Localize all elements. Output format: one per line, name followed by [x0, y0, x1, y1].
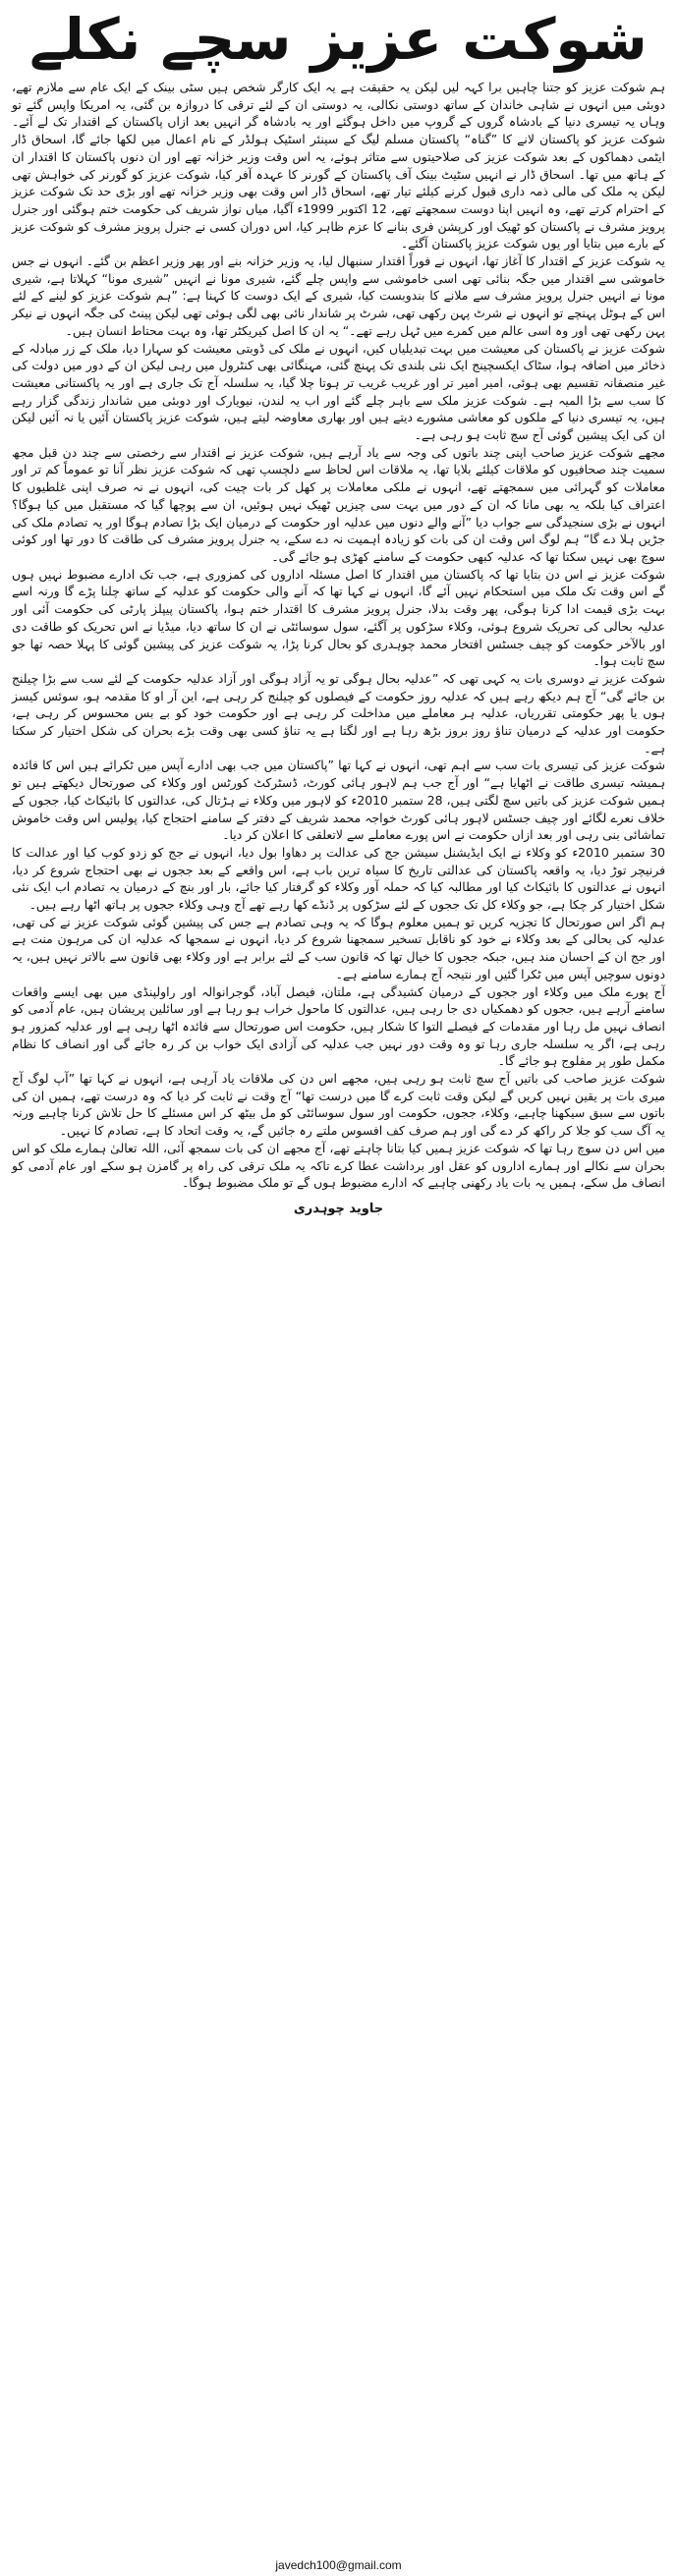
article-paragraph: شوکت عزیز کی تیسری بات سب سے اہم تھی، انہوں نے کہا تھا ”پاکستان میں جب بھی ادارے آپس میں ٹکرائے ہیں اس کا فائدہ ہمیشہ تیسری طاقت نے اٹھایا ہے“ اور آج جب ہم لاہور ہائی کورٹ، ڈسٹرکٹ کورٹس اور وکلاء کی صورتحال دیکھتے ہیں تو ہمیں شوکت عزیز کی باتیں سچ لگتی ہیں، 28 ستمبر 2010ء کو لاہور میں وکلاء نے ہڑتال کی، عدالتوں کا بائیکاٹ کیا، ججوں کے خلاف نعرے لگائے اور چیف جسٹس لاہور ہائی کورٹ خواجہ محمد شریف کے دفتر کے سامنے احتجاج کیا، پولیس اس وقت خاموش تماشائی بنی رہی اور بعد ازاں حکومت نے اس پورے معاملے سے لاتعلقی کا اعلان کر دیا۔ — [12, 757, 665, 843]
article-paragraph: میں اس دن سوچ رہا تھا کہ شوکت عزیز ہمیں کیا بتانا چاہتے تھے، آج مجھے ان کی بات سمجھ آئی، اللہ تعالیٰ ہمارے ملک کو اس بحران سے نکالے اور ہمارے اداروں کو عقل اور برداشت عطا کرے تاکہ یہ ملک ترقی کی راہ پر گامزن ہو سکے اور عام آدمی کو انصاف مل سکے، ہمیں یہ بات یاد رکھنی چاہیے کہ ادارے مضبوط ہوں گے تو ملک مضبوط ہوگا۔ — [12, 1140, 665, 1191]
article-paragraph: مجھے شوکت عزیز صاحب اپنی چند باتوں کی وجہ سے یاد آرہے ہیں، شوکت عزیز نے اقتدار سے رخصتی سے چند دن قبل مجھ سمیت چند صحافیوں کو ملاقات کیلئے بلایا تھا، یہ ملاقات اس لحاظ سے دلچسپ تھی کہ شوکت عزیز نظر آنا تو عموماً کم تر اور معاملات کو گہرائی میں سمجھتے تھے، انہوں نے ملکی معاملات پر کھل کر بات چیت کی، انہوں نے نہ صرف اپنی غلطیوں کا اعتراف کیا بلکہ یہ بھی مانا کہ ان کے دور میں بہت سی چیزیں ٹھیک نہیں ہوئیں، ان سے پوچھا گیا کہ مستقبل میں کیا ہوگا؟ انہوں نے بڑی سنجیدگی سے جواب دیا ”آنے والے دنوں میں عدلیہ اور حکومت کے درمیان ایک بڑا تصادم ہوگا اور یہ تصادم ملک کی جڑیں ہلا دے گا“ ہم لوگ اس وقت ان کی بات کو زیادہ اہمیت نہ دے سکے، یہ جنرل پرویز مشرف کی طاقت کا دور تھا اور کوئی سوچ بھی نہیں سکتا تھا کہ عدلیہ کبھی حکومت کے سامنے کھڑی ہو جائے گی۔ — [12, 444, 665, 564]
article-paragraph: شوکت عزیز صاحب کی باتیں آج سچ ثابت ہو رہی ہیں، مجھے اس دن کی ملاقات یاد آرہی ہے، انہوں نے کہا تھا ”آپ لوگ آج میری بات پر یقین نہیں کریں گے لیکن وقت ثابت کرے گا میں درست تھا“ آج وقت نے ثابت کر دیا کہ وہ درست تھے، ہمیں ان کی باتوں سے سبق سیکھنا چاہیے، وکلاء، ججوں، حکومت اور سول سوسائٹی کو مل بیٹھ کر اس مسئلے کا حل تلاش کرنا چاہیے ورنہ یہ آگ سب کو جلا کر راکھ کر دے گی اور ہم صرف کف افسوس ملتے رہ جائیں گے، یہ وقت اتحاد کا ہے، تصادم کا نہیں۔ — [12, 1071, 665, 1139]
article-paragraph: شوکت عزیز نے اس دن بتایا تھا کہ پاکستان میں اقتدار کا اصل مسئلہ اداروں کی کمزوری ہے، جب تک ادارے مضبوط نہیں ہوں گے اس وقت تک ملک میں استحکام نہیں آئے گا، انہوں نے کہا تھا کہ آنے والی حکومت کو عدلیہ کے ساتھ چلنا پڑے گا ورنہ اسے بہت بڑی قیمت ادا کرنا ہوگی، پھر وقت بدلا، جنرل پرویز مشرف کا اقتدار ختم ہوا، پاکستان پیپلز پارٹی کی حکومت آئی اور عدلیہ بحالی کی تحریک شروع ہوئی، وکلاء سڑکوں پر آگئے، سول سوسائٹی نے ان کا ساتھ دیا، میڈیا نے اس تحریک کو طاقت دی اور بالآخر حکومت کو چیف جسٹس افتخار محمد چوہدری کو بحال کرنا پڑا، یہ شوکت عزیز کی پیشین گوئی کا پہلا حصہ تھا جو سچ ثابت ہوا۔ — [12, 566, 665, 669]
article-paragraph: 30 ستمبر 2010ء کو وکلاء نے ایک ایڈیشنل سیشن جج کی عدالت پر دھاوا بول دیا، انہوں نے جج کو زدو کوب کیا اور عدالت کا فرنیچر توڑ دیا، یہ واقعہ پاکستان کی عدالتی تاریخ کا سیاہ ترین باب ہے، اس واقعے کے بعد ججوں نے بھی احتجاج شروع کر دیا، انہوں نے عدالتوں کا بائیکاٹ کیا اور مطالبہ کیا کہ حملہ آور وکلاء کو گرفتار کیا جائے، بار اور بنچ کے درمیان یہ تصادم اب ایک نئی شکل اختیار کر چکا ہے، جو وکلاء کل تک ججوں کے لئے سڑکوں پر ڈنڈے کھا رہے تھے آج وہی وکلاء ججوں پر ہاتھ اٹھا رہے ہیں۔ — [12, 844, 665, 913]
article-paragraph: شوکت عزیز نے پاکستان کی معیشت میں بہت تبدیلیاں کیں، انہوں نے ملک کی ڈوبتی معیشت کو سہارا دیا، ملک کے زر مبادلہ کے ذخائر میں اضافہ ہوا، سٹاک ایکسچینج ایک نئی بلندی تک پہنچ گئی، مہنگائی بھی کنٹرول میں رہی لیکن ان کے دور میں دولت کی غیر منصفانہ تقسیم بھی ہوئی، امیر امیر تر اور غریب غریب تر ہوتا چلا گیا، یہ سلسلہ آج تک جاری ہے اور یہ پاکستانی معیشت کا سب سے بڑا المیہ ہے۔ شوکت عزیز ملک سے باہر چلے گئے اور اب یہ لندن، نیویارک اور دوبئی میں شاندار زندگی گزار رہے ہیں، یہ تیسری دنیا کے ملکوں کو معاشی مشورے دیتے ہیں اور بھاری معاوضہ لیتے ہیں، شوکت عزیز پاکستان آئیں یا نہ آئیں لیکن ان کی ایک پیشین گوئی آج سچ ثابت ہو رہی ہے۔ — [12, 340, 665, 443]
article-paragraph: یہ شوکت عزیز کے اقتدار کا آغاز تھا، انہوں نے فوراً اقتدار سنبھال لیا، یہ وزیر خزانہ بنے اور پھر وزیر اعظم بن گئے۔ انہوں نے جس خاموشی سے اقتدار میں جگہ بنائی تھی اسی خاموشی سے واپس چلے گئے، شیری مونا نے انہیں ”شیری مونا“ کہلاتا ہے، شیری مونا نے انہیں جنرل پرویز مشرف سے ملانے کا بندوبست کیا، شیری کے ایک دوست کا کہنا ہے: ”ہم شوکت عزیز کو لینے کے لئے اس کے ہوٹل پہنچے تو انہوں نے شرٹ پہن رکھی تھی، شرٹ پر شاندار نائی بھی لگی ہوئی تھی لیکن پینٹ کی جگہ انہوں نے نیکر پہن رکھی تھی اور وہ اسی عالم میں کمرے میں ٹہل رہے تھے۔“ یہ ان کا اصل کیریکٹر تھا، وہ بہت محتاط انسان ہیں۔ — [12, 253, 665, 338]
author-name: جاوید چوہدری — [293, 1202, 384, 1216]
article-paragraph: ہم شوکت عزیز کو جتنا چاہیں برا کہہ لیں لیکن یہ حقیقت ہے یہ ایک کارگر شخص ہیں سٹی بینک کے ایک عام سے ملازم تھے، دوبئی میں انہوں نے شاہی خاندان کے ساتھ دوستی نکالی، یہ دوستی ان کے لئے ترقی کا دروازہ بن گئی، یہ امریکا واپس گئے تو وہاں یہ تیسری دنیا کے بادشاہ گروں کے گروپ میں داخل ہوگئے اور یہ بادشاہ گر انہیں بعد ازاں پاکستان کے اقتدار تک لے آئے۔ شوکت عزیز کو پاکستان لانے کا ”گناہ“ پاکستان مسلم لیگ کے سینئر اسٹیک ہولڈر کے نام اعمال میں لکھا جائے گا، اسحاق ڈار ایٹمی دھماکوں کے بعد شوکت عزیز کی صلاحیتوں سے متاثر ہوئے، یہ اس وقت وزیر خزانہ تھے اور ان دنوں پاکستان کا اقتدار ان کے ہاتھ میں تھا۔ اسحاق ڈار نے انہیں سٹیٹ بینک آف پاکستان کے گورنر کا عہدہ آفر کیا، شوکت عزیز کو گورنر کی خواہش تھی لیکن یہ ملک کی مالی ذمہ داری قبول کرنے کیلئے تیار تھے، اسحاق ڈار اس وقت بھی وزیر خزانہ تھے اور بڑی حد تک شوکت عزیز کے احترام کرتے تھے، وہ انہیں اپنا دوست سمجھتے تھے، 12 اکتوبر 1999ء آگیا، میاں نواز شریف کی حکومت ختم ہوگئی اور جنرل پرویز مشرف نے پاکستان کو ٹھیک اور کرپشن فری بنانے کا عزم ظاہر کیا، اس دوران کسی نے جنرل پرویز مشرف کو شوکت عزیز کے بارے میں بتایا اور یوں شوکت عزیز پاکستان آگئے۔ — [12, 80, 665, 252]
article-paragraph: آج پورے ملک میں وکلاء اور ججوں کے درمیان کشیدگی ہے، ملتان، فیصل آباد، گوجرانوالہ اور راولپنڈی میں بھی ایسے واقعات سامنے آرہے ہیں، ججوں کو دھمکیاں دی جا رہی ہیں، عدالتوں کا ماحول خراب ہو رہا ہے اور سائلین پریشان ہیں، عام آدمی کو انصاف نہیں مل رہا اور مقدمات کے فیصلے التوا کا شکار ہیں، حکومت اس صورتحال سے فائدہ اٹھا رہی ہے اور عدلیہ کمزور ہو رہی ہے، اگر یہ سلسلہ جاری رہا تو وہ وقت دور نہیں جب عدلیہ کی آزادی ایک خواب بن کر رہ جائے گی اور انصاف کا نظام مکمل طور پر مفلوج ہو جائے گا۔ — [12, 983, 665, 1069]
page-title: شوکت عزیز سچے نکلے — [29, 6, 648, 73]
article-paragraph: شوکت عزیز نے دوسری بات یہ کہی تھی کہ ”عدلیہ بحال ہوگی تو یہ آزاد ہوگی اور آزاد عدلیہ حکومت کے لئے سب سے بڑا چیلنج بن جائے گی“ آج ہم دیکھ رہے ہیں کہ عدلیہ روز حکومت کے فیصلوں کو چیلنج کر رہی ہے، این آر او کا مقدمہ ہو، سوئس کیسز ہوں یا پھر حکومتی تقرریاں، عدلیہ ہر معاملے میں مداخلت کر رہی ہے اور حکومت خود کو بے بس محسوس کر رہی ہے، حکومت اور عدلیہ کے درمیان تناؤ روز بروز بڑھ رہا ہے اور لگتا ہے یہ تناؤ کسی بھی وقت بڑے بحران کی شکل اختیار کر سکتا ہے۔ — [12, 670, 665, 756]
author-email: javedch100@gmail.com — [275, 2558, 402, 2572]
article-body — [10, 79, 667, 1192]
article-paragraph: ہم اگر اس صورتحال کا تجزیہ کریں تو ہمیں معلوم ہوگا کہ یہ وہی تصادم ہے جس کی پیشین گوئی شوکت عزیز نے کی تھی، عدلیہ کی بحالی کے بعد وکلاء نے خود کو ناقابل تسخیر سمجھنا شروع کر دیا، انہوں نے سمجھا کہ عدلیہ ان کی مرہون منت ہے اور جج ان کے احسان مند ہیں، جبکہ ججوں کا خیال تھا کہ قانون سب کے لئے برابر ہے اور وکلاء بھی قانون سے بالاتر نہیں ہیں، یہ دونوں سوچیں آپس میں ٹکرا گئیں اور نتیجہ آج ہمارے سامنے ہے۔ — [12, 914, 665, 981]
